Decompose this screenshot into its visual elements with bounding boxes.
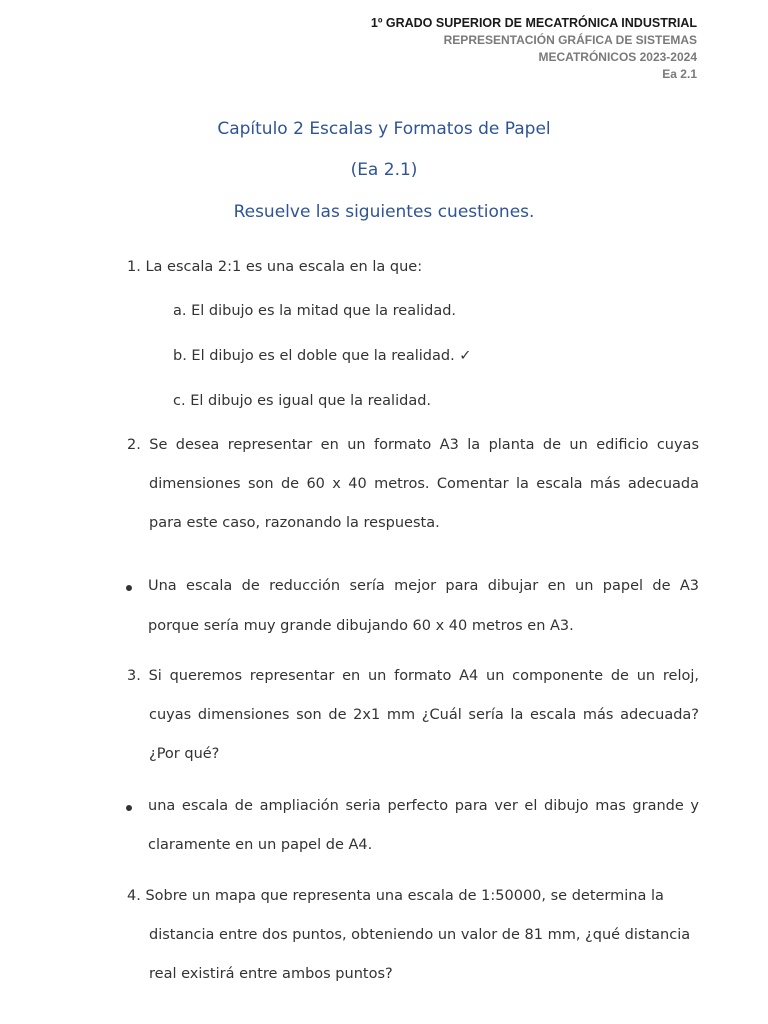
question-2-line-3: para este caso, razonando la respuesta. xyxy=(149,515,440,531)
question-2-line-1: 2. Se desea representar en un formato A3 la planta de un edificio cuyas xyxy=(127,437,699,453)
activity-code-title: (Ea 2.1) xyxy=(350,160,418,180)
answer-3-line-1: una escala de ampliación seria perfecto para ver el dibujo mas grande y xyxy=(148,798,699,814)
question-1: 1. La escala 2:1 es una escala en la que: xyxy=(127,259,423,275)
chapter-title: Capítulo 2 Escalas y Formatos de Papel xyxy=(217,119,551,139)
header-activity-code: Ea 2.1 xyxy=(662,67,697,81)
question-3-line-2: cuyas dimensiones son de 2x1 mm ¿Cuál sería la escala más adecuada? xyxy=(149,707,699,723)
header-course: 1º GRADO SUPERIOR DE MECATRÓNICA INDUSTRIAL xyxy=(370,16,697,30)
answer-2-line-1: Una escala de reducción sería mejor para dibujar en un papel de A3 xyxy=(148,578,699,594)
document-header xyxy=(371,15,697,83)
question-1-option-b: b. El dibujo es el doble que la realidad. ✓ xyxy=(173,348,472,364)
header-subject-line2: MECATRÓNICOS 2023-2024 xyxy=(538,50,697,64)
bullet-icon xyxy=(126,585,132,591)
question-2-line-2: dimensiones son de 60 x 40 metros. Comentar la escala más adecuada xyxy=(149,476,699,492)
question-4-line-1: 4. Sobre un mapa que representa una escala de 1:50000, se determina la xyxy=(127,888,664,904)
question-1-option-c: c. El dibujo es igual que la realidad. xyxy=(173,393,432,409)
question-3-line-3: ¿Por qué? xyxy=(149,746,220,762)
instruction-title: Resuelve las siguientes cuestiones. xyxy=(233,202,535,222)
question-3-line-1: 3. Si queremos representar en un formato A4 un componente de un reloj, xyxy=(127,668,699,684)
question-4-line-3: real existirá entre ambos puntos? xyxy=(149,966,393,982)
answer-2-line-2: porque sería muy grande dibujando 60 x 40 metros en A3. xyxy=(148,618,574,634)
bullet-icon xyxy=(126,805,132,811)
question-1-option-a: a. El dibujo es la mitad que la realidad. xyxy=(173,303,457,319)
header-subject-line1: REPRESENTACIÓN GRÁFICA DE SISTEMAS xyxy=(443,33,697,47)
question-4-line-2: distancia entre dos puntos, obteniendo un valor de 81 mm, ¿qué distancia xyxy=(149,927,691,943)
answer-3-line-2: claramente en un papel de A4. xyxy=(148,837,373,853)
